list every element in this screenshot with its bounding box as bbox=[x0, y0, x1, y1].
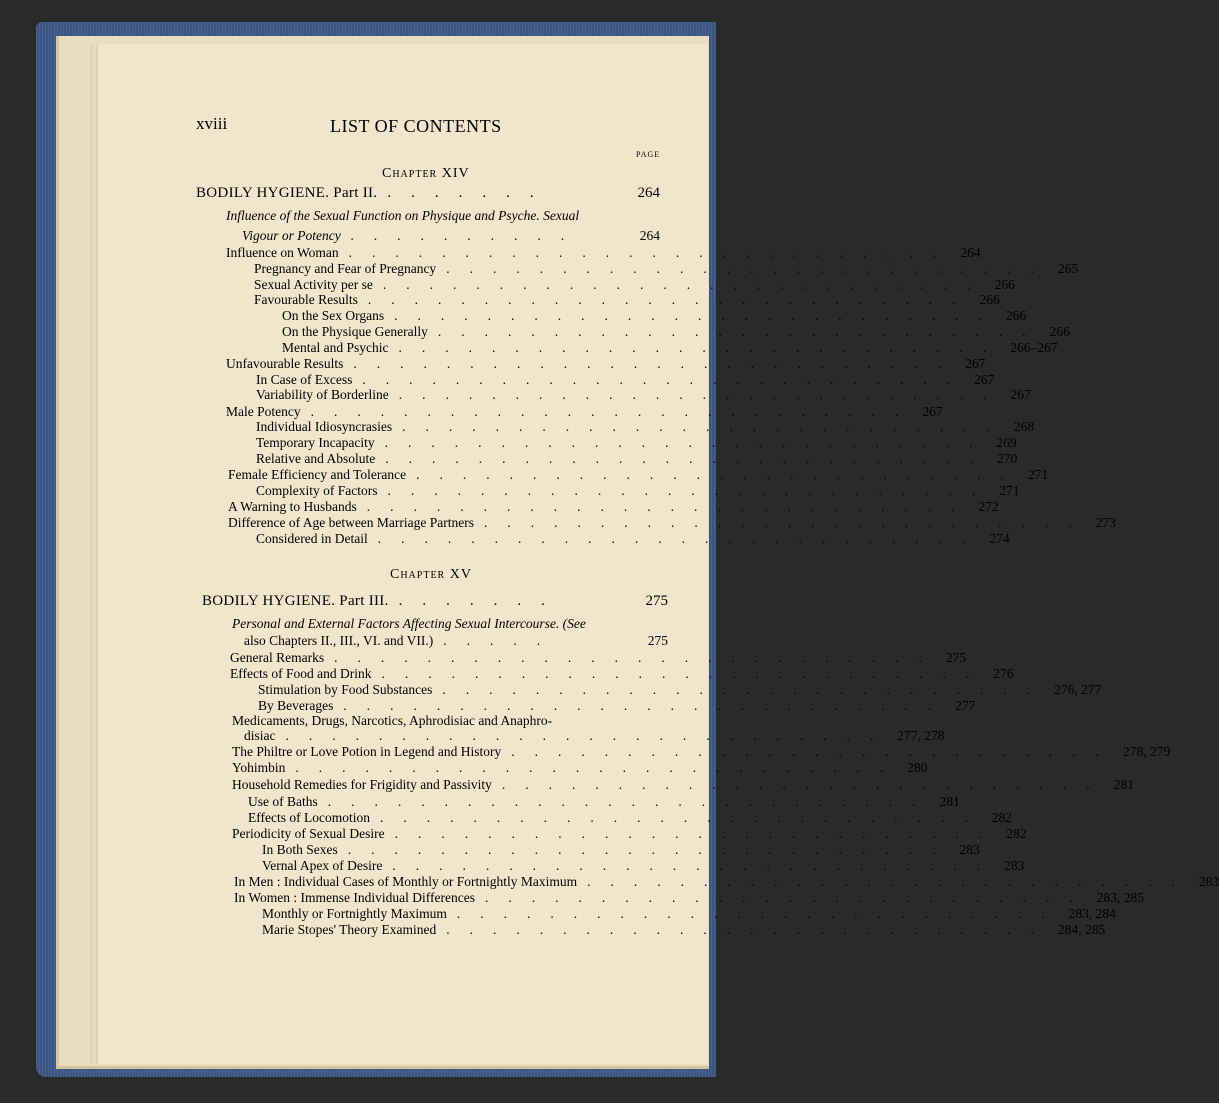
page-number: 266 bbox=[994, 277, 1015, 292]
page-number: 266 bbox=[979, 292, 1000, 307]
entry-label: disiac bbox=[244, 728, 276, 743]
toc-entry bbox=[234, 874, 1219, 889]
page-number: 266 bbox=[1005, 308, 1027, 323]
toc-entry bbox=[262, 922, 1106, 937]
leader-dots: .......................... bbox=[484, 515, 1092, 530]
leader-dots: .......................... bbox=[362, 372, 971, 387]
leader-dots: .......................... bbox=[442, 682, 1051, 697]
entry-label: Mental and Psychic bbox=[282, 340, 389, 355]
leader-dots: .......................... bbox=[446, 261, 1054, 276]
page-number: 266 bbox=[1049, 324, 1070, 339]
toc-entry bbox=[232, 760, 928, 775]
leader-dots: .......................... bbox=[327, 794, 936, 809]
entry-label: Considered in Detail bbox=[256, 531, 368, 546]
entry-label: Monthly or Fortnightly Maximum bbox=[262, 906, 447, 921]
page-number: 283 bbox=[1004, 858, 1025, 873]
entry-label: Vigour or Potency bbox=[242, 228, 341, 243]
toc-entry bbox=[228, 499, 999, 514]
leader-dots: .......................... bbox=[501, 777, 1110, 792]
toc-entry bbox=[230, 650, 967, 665]
section-bodily-hygiene-part-2: BODILY HYGIENE. Part II. ....... 264 bbox=[196, 185, 660, 201]
page-number: 264 bbox=[639, 228, 660, 243]
entry-label: Effects of Locomotion bbox=[248, 810, 370, 825]
leader-dots: .......................... bbox=[367, 292, 976, 307]
toc-entry bbox=[244, 728, 945, 743]
toc-entry bbox=[226, 356, 986, 371]
toc-entry bbox=[230, 666, 1014, 681]
page-number: 264 bbox=[637, 185, 660, 201]
section-bodily-hygiene-part-3: BODILY HYGIENE. Part III. ....... 275 bbox=[202, 593, 668, 609]
entry-label: General Remarks bbox=[230, 650, 325, 665]
leader-dots: .......................... bbox=[385, 451, 993, 466]
page-number: 277, 278 bbox=[897, 728, 945, 743]
leader-dots: .......................... bbox=[295, 760, 904, 775]
toc-entry bbox=[254, 261, 1079, 276]
toc-entry bbox=[228, 467, 1049, 482]
entry-label: also Chapters II., III., VI. and VII.) bbox=[244, 633, 434, 648]
page-number: 283, 285 bbox=[1096, 890, 1144, 905]
leader-dots: .......................... bbox=[484, 890, 1093, 905]
entry-label: Difference of Age between Marriage Partners bbox=[228, 515, 475, 530]
toc-entry bbox=[262, 858, 1025, 873]
toc-entry bbox=[256, 483, 1020, 498]
leader-dots: .......................... bbox=[334, 650, 942, 665]
entry-label: In Women : Immense Individual Differences bbox=[234, 890, 475, 905]
leader-dots: .......................... bbox=[511, 744, 1119, 759]
toc-entry bbox=[226, 404, 943, 419]
leader-dots: .......................... bbox=[379, 810, 988, 825]
page-number: 275 bbox=[945, 650, 967, 665]
entry-label: Complexity of Factors bbox=[256, 483, 378, 498]
chapter-intro-line1: Influence of the Sexual Function on Physique and Psyche. Sexual bbox=[226, 208, 580, 223]
page-number: 271 bbox=[999, 483, 1020, 498]
entry-label: On the Sex Organs bbox=[282, 308, 385, 323]
entry-label: In Case of Excess bbox=[256, 372, 353, 387]
page-number: 267 bbox=[974, 372, 995, 387]
page-number: 267 bbox=[965, 356, 986, 371]
toc-entry bbox=[256, 531, 1010, 546]
entry-label: Unfavourable Results bbox=[226, 356, 344, 371]
toc-entry bbox=[232, 777, 1134, 792]
leader-dots: .......................... bbox=[377, 531, 986, 546]
toc-entry bbox=[226, 245, 981, 260]
entry-label: Female Efficiency and Tolerance bbox=[228, 467, 407, 482]
entry-label: Periodicity of Sexual Desire bbox=[232, 826, 385, 841]
page-number: 283, 284 bbox=[1068, 906, 1116, 921]
toc-entry bbox=[262, 906, 1116, 921]
leader-dots: .......................... bbox=[437, 324, 1046, 339]
leader-dots: .......................... bbox=[398, 387, 1007, 402]
page-number: 267 bbox=[1010, 387, 1031, 402]
leader-dots: .......................... bbox=[347, 842, 956, 857]
leader-dots: .......................... bbox=[392, 858, 1001, 873]
entry-label: Pregnancy and Fear of Pregnancy bbox=[254, 261, 437, 276]
entry-label: Influence on Woman bbox=[226, 245, 339, 260]
leader-dots: .......................... bbox=[456, 906, 1065, 921]
toc-entry bbox=[258, 682, 1102, 697]
page-column-label: PAGE bbox=[636, 150, 661, 159]
leader-dots: .......................... bbox=[348, 245, 957, 260]
page-number: 278, 279 bbox=[1122, 744, 1171, 759]
entry-label: The Philtre or Love Potion in Legend and History bbox=[232, 744, 502, 759]
toc-entry: Medicaments, Drugs, Narcotics, Aphrodisiac and Anaphro- bbox=[232, 713, 553, 728]
chapter-intro-line2: also Chapters II., III., VI. and VII.) ..... 275 bbox=[244, 633, 668, 648]
leader-dots: .......................... bbox=[343, 698, 952, 713]
entry-label: Temporary Incapacity bbox=[256, 435, 375, 450]
page-number: 276 bbox=[993, 666, 1014, 681]
entry-label: Sexual Activity per se bbox=[254, 277, 373, 292]
chapter-heading-xv: Chapter XV bbox=[390, 567, 472, 582]
leader-dots: .......................... bbox=[402, 419, 1010, 434]
leader-dots: .......................... bbox=[285, 728, 894, 743]
chapter-intro-line1: Personal and External Factors Affecting Sexual Intercourse. (See bbox=[232, 616, 586, 631]
page-number: 281 bbox=[1113, 777, 1134, 792]
toc-entry bbox=[282, 308, 1027, 323]
page-title: LIST OF CONTENTS bbox=[330, 116, 502, 136]
entry-label: Marie Stopes' Theory Examined bbox=[262, 922, 437, 937]
page-number: 266–267 bbox=[1010, 340, 1058, 355]
toc-entry bbox=[254, 292, 1000, 307]
page-number: 280 bbox=[907, 760, 928, 775]
toc-entry bbox=[248, 810, 1012, 825]
leader-dots: .......................... bbox=[384, 435, 993, 450]
page-number: 282 bbox=[991, 810, 1012, 825]
toc-entry bbox=[228, 515, 1117, 530]
page-number: 265 bbox=[1057, 261, 1079, 276]
entry-label: In Both Sexes bbox=[262, 842, 338, 857]
leader-dots: .......................... bbox=[387, 483, 996, 498]
entry-label: Yohimbin bbox=[232, 760, 286, 775]
entry-label: Use of Baths bbox=[248, 794, 318, 809]
entry-label: Vernal Apex of Desire bbox=[262, 858, 383, 873]
leader-dots: .......................... bbox=[398, 340, 1007, 355]
leader-dots: .......................... bbox=[587, 874, 1195, 889]
leader-dots: .......................... bbox=[394, 308, 1002, 323]
toc-entry bbox=[232, 744, 1171, 759]
toc-entry bbox=[282, 324, 1070, 339]
page-number: 271 bbox=[1027, 467, 1049, 482]
toc-entry bbox=[234, 890, 1144, 905]
entry-label: Household Remedies for Frigidity and Passivity bbox=[232, 777, 492, 792]
entry-label: Favourable Results bbox=[254, 292, 358, 307]
toc-entry bbox=[256, 435, 1017, 450]
leader-dots: .......................... bbox=[416, 467, 1024, 482]
page-number: 283 bbox=[1198, 874, 1219, 889]
section-label: BODILY HYGIENE. Part III. bbox=[202, 593, 389, 609]
page-number: 267 bbox=[922, 404, 943, 419]
page-number: 275 bbox=[645, 593, 668, 609]
leader-dots: .......................... bbox=[366, 499, 975, 514]
section-label: BODILY HYGIENE. Part II. bbox=[196, 185, 378, 201]
page-number: 277 bbox=[955, 698, 976, 713]
page-number: 270 bbox=[996, 451, 1018, 466]
entry-label: A Warning to Husbands bbox=[228, 499, 357, 514]
chapter-intro-line2: Vigour or Potency .......... 264 bbox=[242, 228, 660, 243]
page-number: 272 bbox=[978, 499, 999, 514]
page-number: 282 bbox=[1006, 826, 1027, 841]
entry-label: Male Potency bbox=[226, 404, 301, 419]
toc-entry bbox=[256, 372, 995, 387]
leader-dots: .......................... bbox=[394, 826, 1003, 841]
page-number: 268 bbox=[1013, 419, 1035, 434]
leader-dots: .......................... bbox=[382, 277, 991, 292]
toc-entry bbox=[258, 698, 976, 713]
page-number: 269 bbox=[996, 435, 1017, 450]
page-number: 264 bbox=[960, 245, 981, 260]
page-number: 281 bbox=[939, 794, 960, 809]
toc-entry bbox=[248, 794, 960, 809]
page-number: 274 bbox=[989, 531, 1010, 546]
chapter-heading-xiv: Chapter XIV bbox=[382, 166, 470, 181]
leader-dots: .......................... bbox=[353, 356, 962, 371]
entry-label: Effects of Food and Drink bbox=[230, 666, 372, 681]
page-number: 275 bbox=[647, 633, 668, 648]
toc-entry bbox=[232, 826, 1027, 841]
leader-dots: .......................... bbox=[446, 922, 1055, 937]
leader-dots: .......................... bbox=[381, 666, 990, 681]
toc-entry bbox=[256, 419, 1035, 434]
toc-entry bbox=[282, 340, 1058, 355]
entry-label: Variability of Borderline bbox=[256, 387, 389, 402]
entry-label: In Men : Individual Cases of Monthly or Fortnightly Maximum bbox=[234, 874, 578, 889]
page-folio: xviii bbox=[196, 114, 228, 133]
entry-label: Individual Idiosyncrasies bbox=[256, 419, 393, 434]
toc-entry bbox=[262, 842, 980, 857]
page-number: 283 bbox=[959, 842, 980, 857]
entry-label: On the Physique Generally bbox=[282, 324, 428, 339]
page-number: 276, 277 bbox=[1054, 682, 1102, 697]
toc-entry bbox=[256, 451, 1018, 466]
page-number: 273 bbox=[1095, 515, 1117, 530]
leader-dots: .......................... bbox=[310, 404, 919, 419]
toc-entry bbox=[254, 277, 1015, 292]
entry-label: Stimulation by Food Substances bbox=[258, 682, 433, 697]
entry-label: By Beverages bbox=[258, 698, 334, 713]
entry-label: Relative and Absolute bbox=[256, 451, 376, 466]
page-number: 284, 285 bbox=[1058, 922, 1106, 937]
toc-entry bbox=[256, 387, 1031, 402]
